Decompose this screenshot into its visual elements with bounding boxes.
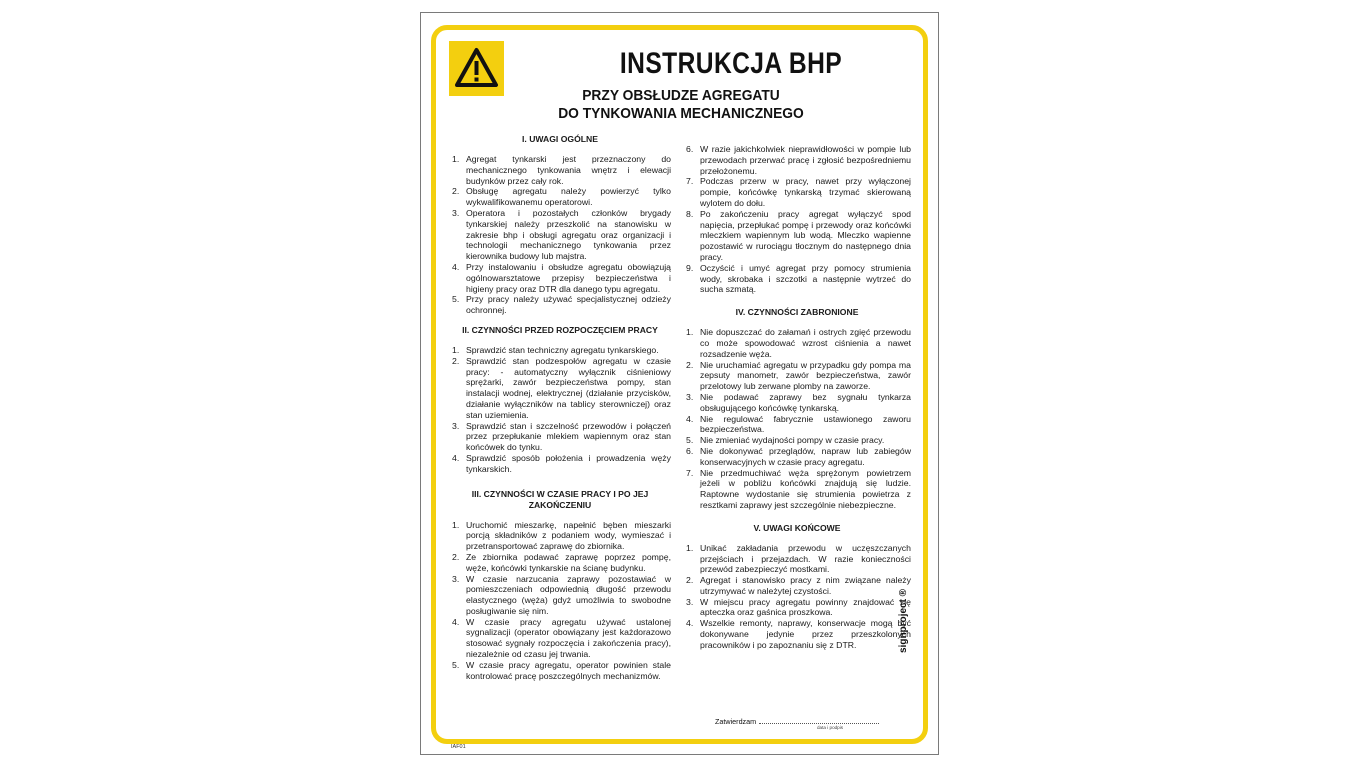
list-item: 1. Nie dopuszczać do załamań i ostrych zgięć przewodu co może spowodować wzrost ciśnienia a nawet rozsadzenie węża.	[686, 327, 911, 359]
list-item: 2. Obsługę agregatu należy powierzyć tylko wykwalifikowanemu operatorowi.	[452, 186, 671, 208]
section-3-list-continued	[683, 144, 911, 295]
section-4-heading: IV. CZYNNOŚCI ZABRONIONE	[735, 307, 859, 318]
subtitle-line-1: PRZY OBSŁUDZE AGREGATU	[582, 87, 780, 104]
list-item: 3. W czasie narzucania zaprawy pozostawiać w pomieszczeniach odpowiednią długość przewodu elastycznego (węża) gdyż umożliwia to swobodne posługiwanie się nim.	[452, 573, 671, 616]
approval-label: Zatwierdzam	[715, 717, 757, 726]
section-5-list	[683, 543, 911, 651]
list-item: 4. Wszelkie remonty, naprawy, konserwacje mogą być dokonywane jedynie przez przeszkolonych pracowników i po zapoznaniu się z DTR.	[686, 618, 911, 650]
instruction-sheet	[420, 12, 939, 755]
page-title: INSTRUKCJA BHP	[619, 47, 843, 80]
list-item: 3. Sprawdzić stan i szczelność przewodów i połączeń przez przepłukanie mlekiem wapiennym oraz stan końcówek do tynku.	[452, 420, 671, 453]
section-5-heading: V. UWAGI KOŃCOWE	[753, 522, 841, 533]
list-item: 1. Unikać zakładania przewodu w uczęszczanych przejściach i przejazdach. W razie konieczności przewód zabezpieczyć mostkami.	[686, 542, 911, 575]
signature-line	[759, 723, 879, 724]
list-item: 8. Po zakończeniu pracy agregat wyłączyć spod napięcia, przepłukać pompę i przewody oraz końcówki mleczkiem wapiennym lub wodą. Mleczko wapienne pozostawić w rurociągu tłocznym do następnego dnia pracy.	[686, 208, 911, 262]
subtitle-line-2: DO TYNKOWANIA MECHANICZNEGO	[558, 105, 804, 122]
list-item: 7. Nie przedmuchiwać węża sprężonym powietrzem jeżeli w pobliżu końcówki znajdują się ludzie. Raptowne wydostanie się strumienia powietrza z resztkami zaprawy jest szczególnie niebezpieczne.	[686, 467, 911, 510]
list-item: 9. Oczyścić i umyć agregat przy pomocy strumienia wody, skrobaka i szczotki a następnie wytrzeć do sucha szmatą.	[686, 262, 911, 295]
list-item: 1. Agregat tynkarski jest przeznaczony do mechanicznego tynkowania wnętrz i elewacji budynków przez cały rok.	[452, 154, 671, 186]
list-item: 3. Nie podawać zaprawy bez sygnału tynkarza obsługującego końcówkę tynkarską.	[686, 391, 911, 413]
brand-logo: signproject ®	[898, 588, 909, 653]
list-item: 2. Ze zbiornika podawać zaprawę poprzez pompę, węże, końcówki tynkarskie na ścianę budynku.	[452, 551, 671, 573]
list-item: 6. W razie jakichkolwiek nieprawidłowości w pompie lub przewodach przerwać pracę i zgłosić bezpośredniemu przełożonemu.	[686, 144, 911, 176]
section-3-list	[449, 520, 671, 682]
list-item: 2. Nie uruchamiać agregatu w przypadku gdy pompa ma zepsuty manometr, zawór bezpieczeństwa, zawór przelotowy lub zerwane plomby na zaworze.	[686, 359, 911, 392]
page-subtitle	[497, 87, 865, 123]
section-4-list	[683, 327, 911, 511]
section-1-list	[449, 154, 671, 316]
product-code: IAF01	[451, 744, 466, 750]
section-3-heading: III. CZYNNOŚCI W CZASIE PRACY I PO JEJ ZAKOŃCZENIU	[471, 488, 649, 510]
right-column	[683, 144, 911, 657]
section-2-heading: II. CZYNNOŚCI PRZED ROZPOCZĘCIEM PRACY	[462, 324, 658, 335]
approval-sublabel: data i podpis	[817, 725, 844, 730]
list-item: 5. Nie zmieniać wydajności pompy w czasie pracy.	[686, 435, 885, 446]
list-item: 3. W miejscu pracy agregatu powinny znajdować się apteczka oraz gaśnica proszkowa.	[686, 596, 911, 618]
list-item: 6. Nie dokonywać przeglądów, napraw lub zabiegów konserwacyjnych w czasie pracy agregatu.	[686, 445, 911, 467]
list-item: 2. Sprawdzić stan podzespołów agregatu w czasie pracy: - automatyczny wyłącznik ciśnieniowy sprężarki, zawór bezpieczeństwa pompy, stan instalacji wodnej, elektrycznej (działanie przycisków, działanie wyłączników na tablicy sterowniczej) oraz stan uziemienia.	[452, 355, 671, 420]
warning-triangle-icon	[449, 41, 504, 96]
left-column	[449, 134, 671, 687]
list-item: 2. Agregat i stanowisko pracy z nim związane należy utrzymywać w należytej czystości.	[686, 575, 911, 596]
section-2-list	[449, 345, 671, 475]
list-item: 3. Operatora i pozostałych członków brygady tynkarskiej należy przeszkolić na stanowisku w zakresie bhp i obsługi agregatu oraz organizacji i technologii mechanicznego tynkowania przez kierownika budowy lub majstra.	[452, 207, 671, 262]
list-item: 5. Przy pracy należy używać specjalistycznej odzieży ochronnej.	[452, 294, 671, 316]
list-item: 4. Nie regulować fabrycznie ustawionego zaworu bezpieczeństwa.	[686, 413, 911, 435]
list-item: 4. Sprawdzić sposób położenia i prowadzenia węży tynkarskich.	[452, 452, 671, 474]
list-item: 4. Przy instalowaniu i obsłudze agregatu obowiązują ogólnowarsztatowe przepisy bezpieczeństwa i higieny pracy oraz DTR dla danego typu agregatu.	[452, 261, 671, 294]
list-item: 1. Sprawdzić stan techniczny agregatu tynkarskiego.	[452, 344, 659, 355]
list-item: 4. W czasie pracy agregatu używać ustalonej sygnalizacji (operator obowiązany jest każdorazowo stosować sygnały rozpoczęcia i zakończenia pracy), niezależnie od czasu jej trwania.	[452, 616, 671, 660]
list-item: 5. W czasie pracy agregatu, operator powinien stale kontrolować pracę poszczególnych mechanizmów.	[452, 659, 671, 681]
list-item: 1. Uruchomić mieszarkę, napełnić bęben mieszarki porcją składników z podaniem wody, wymieszać i przetransportować zaprawę do zbiornika.	[452, 519, 671, 552]
list-item: 7. Podczas przerw w pracy, nawet przy wyłączonej pompie, końcówkę tynkarską trzymać skierowaną wylotem do dołu.	[686, 176, 911, 208]
section-1-heading: I. UWAGI OGÓLNE	[522, 134, 598, 144]
